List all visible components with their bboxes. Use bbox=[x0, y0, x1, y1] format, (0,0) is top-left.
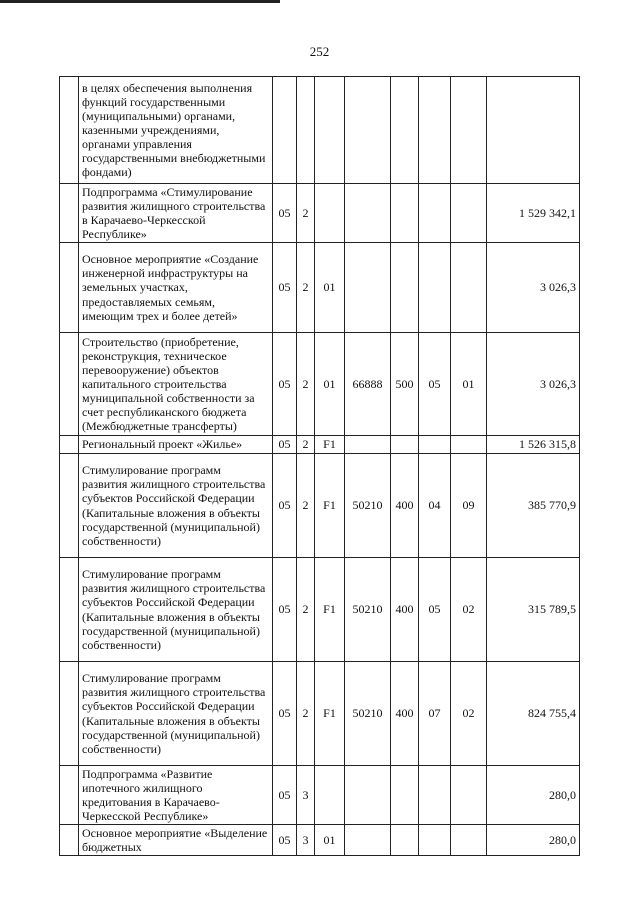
table-row bbox=[60, 77, 580, 184]
table-body bbox=[60, 77, 580, 856]
amount-cell: 3 026,3 bbox=[487, 333, 580, 436]
code-cell bbox=[419, 766, 451, 825]
code-cell bbox=[391, 184, 419, 243]
amount-cell: 3 026,3 bbox=[487, 243, 580, 333]
row-gutter-cell bbox=[60, 436, 79, 454]
row-name-cell: Стимулирование программ развития жилищного строительства субъектов Российской Федерации (Капитальные вложения в объекты государственной (муниципальной) собственности) bbox=[79, 558, 273, 662]
table-row bbox=[60, 662, 580, 766]
code-cell bbox=[419, 436, 451, 454]
code-cell: 05 bbox=[273, 333, 297, 436]
code-cell: 50210 bbox=[345, 558, 391, 662]
code-cell bbox=[451, 825, 487, 856]
row-gutter-cell bbox=[60, 77, 79, 184]
code-cell: 09 bbox=[451, 454, 487, 558]
code-cell bbox=[419, 825, 451, 856]
table-row bbox=[60, 436, 580, 454]
row-name-cell: Подпрограмма «Развитие ипотечного жилищного кредитования в Карачаево-Черкесской Республике» bbox=[79, 766, 273, 825]
code-cell: 400 bbox=[391, 662, 419, 766]
code-cell: 3 bbox=[297, 766, 315, 825]
code-cell: 05 bbox=[419, 558, 451, 662]
code-cell: 04 bbox=[419, 454, 451, 558]
table-row bbox=[60, 825, 580, 856]
row-name-cell: Региональный проект «Жилье» bbox=[79, 436, 273, 454]
code-cell bbox=[345, 436, 391, 454]
code-cell: 400 bbox=[391, 454, 419, 558]
code-cell: 2 bbox=[297, 436, 315, 454]
row-gutter-cell bbox=[60, 825, 79, 856]
code-cell: 05 bbox=[273, 436, 297, 454]
row-name-cell: Стимулирование программ развития жилищного строительства субъектов Российской Федерации (Капитальные вложения в объекты государственной (муниципальной) собственности) bbox=[79, 454, 273, 558]
code-cell: 01 bbox=[315, 825, 345, 856]
table-row bbox=[60, 333, 580, 436]
code-cell bbox=[451, 436, 487, 454]
amount-cell: 385 770,9 bbox=[487, 454, 580, 558]
code-cell bbox=[297, 77, 315, 184]
code-cell bbox=[419, 77, 451, 184]
code-cell: 66888 bbox=[345, 333, 391, 436]
code-cell bbox=[391, 436, 419, 454]
code-cell bbox=[391, 243, 419, 333]
table-row bbox=[60, 184, 580, 243]
code-cell: 2 bbox=[297, 184, 315, 243]
code-cell: 05 bbox=[419, 333, 451, 436]
amount-cell: 824 755,4 bbox=[487, 662, 580, 766]
row-name-cell: Основное мероприятие «Выделение бюджетных bbox=[79, 825, 273, 856]
code-cell: 3 bbox=[297, 825, 315, 856]
row-name-cell: Основное мероприятие «Создание инженерной инфраструктуры на земельных участках, предоставляемых семьям, имеющим трех и более детей» bbox=[79, 243, 273, 333]
row-gutter-cell bbox=[60, 662, 79, 766]
budget-table bbox=[59, 76, 580, 856]
code-cell bbox=[451, 766, 487, 825]
code-cell bbox=[315, 766, 345, 825]
row-name-cell: Строительство (приобретение, реконструкция, техническое перевооружение) объектов капитального строительства муниципальной собственности за счет республиканского бюджета (Межбюджетные трансферты) bbox=[79, 333, 273, 436]
amount-cell: 1 526 315,8 bbox=[487, 436, 580, 454]
code-cell: 2 bbox=[297, 558, 315, 662]
code-cell: 05 bbox=[273, 243, 297, 333]
code-cell bbox=[315, 184, 345, 243]
code-cell bbox=[315, 77, 345, 184]
code-cell: 02 bbox=[451, 662, 487, 766]
table-row bbox=[60, 558, 580, 662]
code-cell bbox=[391, 825, 419, 856]
amount-cell: 280,0 bbox=[487, 766, 580, 825]
code-cell: 05 bbox=[273, 766, 297, 825]
table-row bbox=[60, 454, 580, 558]
code-cell bbox=[391, 77, 419, 184]
row-gutter-cell bbox=[60, 454, 79, 558]
code-cell: 05 bbox=[273, 558, 297, 662]
row-name-cell: Стимулирование программ развития жилищного строительства субъектов Российской Федерации (Капитальные вложения в объекты государственной (муниципальной) собственности) bbox=[79, 662, 273, 766]
amount-cell: 1 529 342,1 bbox=[487, 184, 580, 243]
code-cell: 2 bbox=[297, 454, 315, 558]
code-cell: 2 bbox=[297, 662, 315, 766]
code-cell: 01 bbox=[315, 243, 345, 333]
code-cell: 01 bbox=[451, 333, 487, 436]
row-gutter-cell bbox=[60, 184, 79, 243]
row-gutter-cell bbox=[60, 333, 79, 436]
code-cell bbox=[451, 243, 487, 333]
code-cell bbox=[419, 184, 451, 243]
code-cell bbox=[451, 77, 487, 184]
code-cell bbox=[345, 825, 391, 856]
code-cell: 05 bbox=[273, 662, 297, 766]
code-cell: F1 bbox=[315, 436, 345, 454]
top-rule bbox=[0, 0, 280, 3]
row-name-cell: в целях обеспечения выполнения функций государственными (муниципальными) органами, казенными учреждениями, органами управления государственными внебюджетными фондами) bbox=[79, 77, 273, 184]
row-gutter-cell bbox=[60, 558, 79, 662]
code-cell bbox=[451, 184, 487, 243]
row-name-cell: Подпрограмма «Стимулирование развития жилищного строительства в Карачаево-Черкесской Республике» bbox=[79, 184, 273, 243]
code-cell bbox=[345, 243, 391, 333]
code-cell: 50210 bbox=[345, 662, 391, 766]
code-cell: 05 bbox=[273, 184, 297, 243]
code-cell: 400 bbox=[391, 558, 419, 662]
code-cell: F1 bbox=[315, 558, 345, 662]
code-cell: 07 bbox=[419, 662, 451, 766]
row-gutter-cell bbox=[60, 766, 79, 825]
table-row bbox=[60, 766, 580, 825]
code-cell: 2 bbox=[297, 333, 315, 436]
amount-cell bbox=[487, 77, 580, 184]
code-cell: 02 bbox=[451, 558, 487, 662]
code-cell bbox=[345, 77, 391, 184]
page-number: 252 bbox=[309, 44, 330, 59]
code-cell bbox=[391, 766, 419, 825]
row-gutter-cell bbox=[60, 243, 79, 333]
code-cell: 2 bbox=[297, 243, 315, 333]
code-cell: 01 bbox=[315, 333, 345, 436]
code-cell bbox=[419, 243, 451, 333]
code-cell bbox=[345, 184, 391, 243]
amount-cell: 280,0 bbox=[487, 825, 580, 856]
code-cell: F1 bbox=[315, 454, 345, 558]
table-row bbox=[60, 243, 580, 333]
code-cell bbox=[273, 77, 297, 184]
code-cell: 500 bbox=[391, 333, 419, 436]
code-cell: 05 bbox=[273, 454, 297, 558]
code-cell bbox=[345, 766, 391, 825]
code-cell: F1 bbox=[315, 662, 345, 766]
amount-cell: 315 789,5 bbox=[487, 558, 580, 662]
code-cell: 05 bbox=[273, 825, 297, 856]
code-cell: 50210 bbox=[345, 454, 391, 558]
